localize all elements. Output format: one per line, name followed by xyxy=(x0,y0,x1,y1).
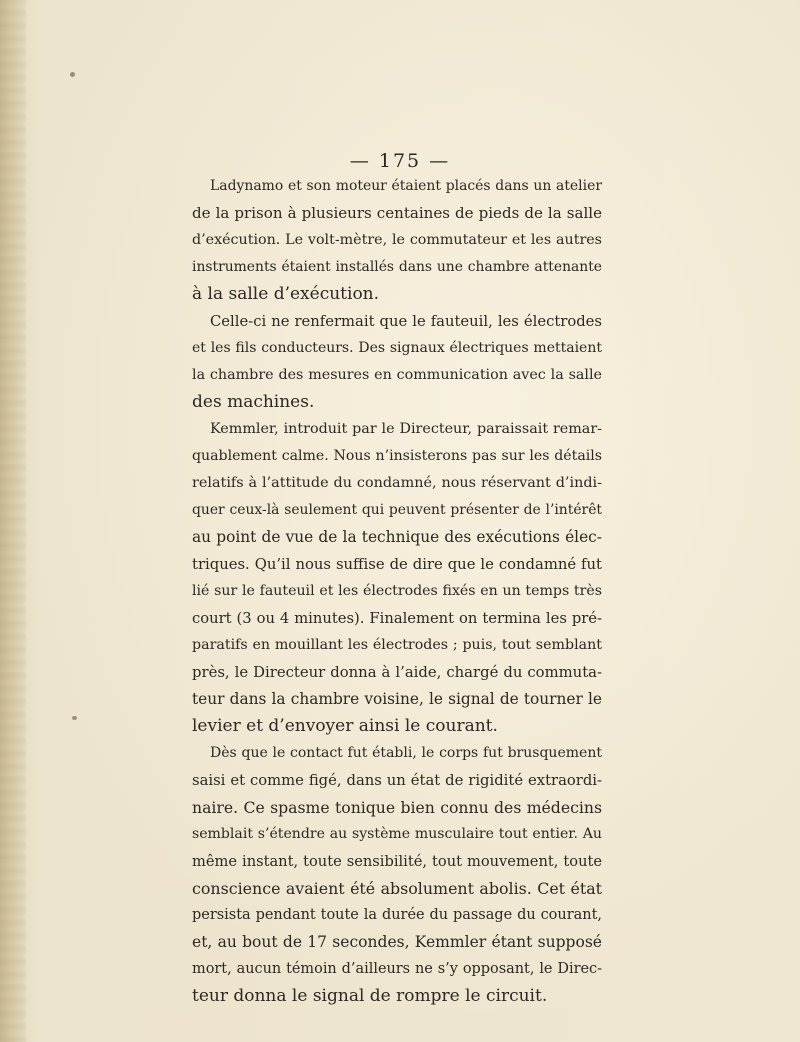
text-line: persista pendant toute la durée du passage du courant, xyxy=(192,907,602,923)
text-line: lié sur le fauteuil et les électrodes fixés en un temps très xyxy=(192,583,602,599)
text-line: paratifs en mouillant les électrodes ; puis, tout semblant xyxy=(192,637,602,653)
text-line: conscience avaient été absolument abolis. Cet état xyxy=(192,879,602,898)
text-line: quer ceux-là seulement qui peuvent présenter de l’intérêt xyxy=(192,502,602,518)
ink-spot xyxy=(72,716,77,720)
page-number: — 175 — xyxy=(349,150,451,172)
text-line: teur donna le signal de rompre le circuit. xyxy=(192,986,548,1006)
text-line: naire. Ce spasme tonique bien connu des médecins xyxy=(192,798,602,817)
body-text xyxy=(192,173,602,1010)
ink-spot xyxy=(70,72,75,77)
text-line: la chambre des mesures en communication avec la salle xyxy=(192,367,602,383)
text-line: semblait s’étendre au système musculaire tout entier. Au xyxy=(192,826,602,842)
text-line: à la salle d’exécution. xyxy=(192,284,380,304)
text-line: triques. Qu’il nous suffise de dire que le condamné fut xyxy=(192,556,602,573)
text-line: Kemmler, introduit par le Directeur, paraissait remar- xyxy=(210,421,602,437)
text-line: saisi et comme figé, dans un état de rigidité extraordi- xyxy=(192,772,602,789)
text-line: près, le Directeur donna à l’aide, chargé du commuta- xyxy=(192,664,602,681)
text-line: Ladynamo et son moteur étaient placés dans un atelier xyxy=(210,178,602,194)
text-line: Dès que le contact fut établi, le corps fut brusquement xyxy=(210,745,602,761)
text-line: levier et d’envoyer ainsi le courant. xyxy=(192,716,498,736)
text-line: mort, aucun témoin d’ailleurs ne s’y opposant, le Direc- xyxy=(192,961,602,977)
text-line: relatifs à l’attitude du condamné, nous réservant d’indi- xyxy=(192,475,602,491)
text-line: instruments étaient installés dans une chambre attenante xyxy=(192,259,602,275)
text-line: et, au bout de 17 secondes, Kemmler étant supposé xyxy=(192,933,602,951)
text-line: d’exécution. Le volt-mètre, le commutateur et les autres xyxy=(192,232,602,248)
text-line: même instant, toute sensibilité, tout mouvement, toute xyxy=(192,853,602,870)
text-line: au point de vue de la technique des exécutions élec- xyxy=(192,528,602,546)
text-line: des machines. xyxy=(192,392,315,412)
text-line: teur dans la chambre voisine, le signal de tourner le xyxy=(192,690,602,708)
text-line: Celle-ci ne renfermait que le fauteuil, les électrodes xyxy=(210,313,602,330)
text-line: court (3 ou 4 minutes). Finalement on termina les pré- xyxy=(192,610,602,627)
text-line: de la prison à plusieurs centaines de pieds de la salle xyxy=(192,204,602,222)
text-line: et les fils conducteurs. Des signaux électriques mettaient xyxy=(192,340,602,356)
text-line: quablement calme. Nous n’insisterons pas sur les détails xyxy=(192,448,602,464)
